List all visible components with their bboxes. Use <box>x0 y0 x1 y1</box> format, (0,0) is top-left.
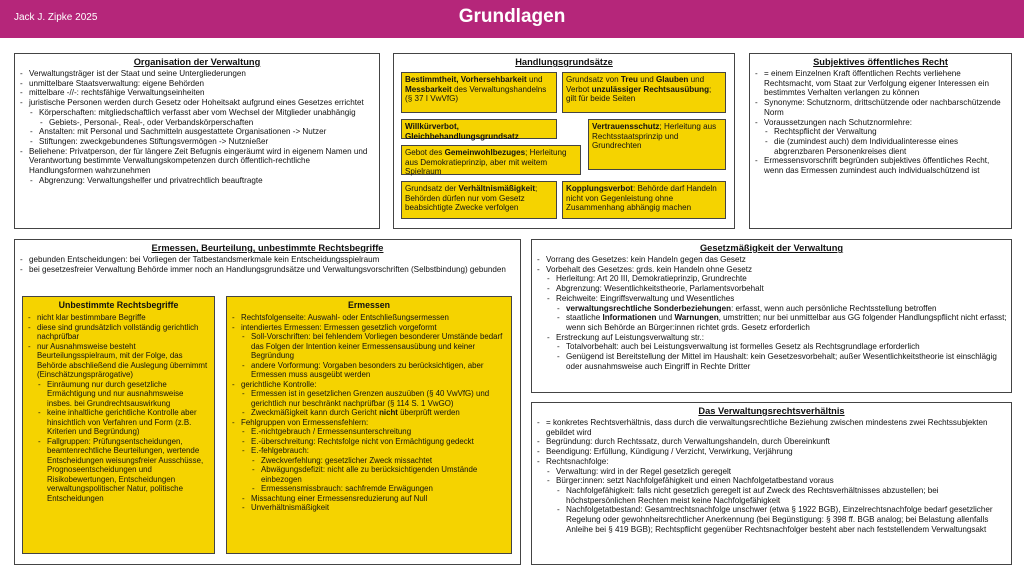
list-item: - nur Ausnahmsweise besteht Beurteilungsspielraum, mit der Folge, das Behörde abschließend die Auslegung übernimmt (Einschätzungsprärogative) <box>27 342 210 380</box>
list-item: - Ermessensmissbrauch: sachfremde Erwägungen <box>231 484 507 494</box>
list-item: - keine inhaltliche gerichtliche Kontrolle aber hinsichtlich von Verfahren und Form (z.B. Kriterien und Begründung) <box>27 408 210 437</box>
subjektiv-list <box>750 69 1011 176</box>
list-item: - Gebiets-, Personal-, Real-, oder Verbandskörperschaften <box>19 118 375 128</box>
list-item: - staatliche Informationen und Warnungen, umstritten; nur bei unmittelbar aus GG folgender Handlungspflicht nicht erfasst; wenn sich Behörde an Bürger:innen richtet grds. Gesetz erforderlich <box>536 313 1007 332</box>
verhaeltnis-list <box>532 418 1011 534</box>
list-item: - Soll-Vorschriften: bei fehlendem Vorliegen besonderer Umstände bedarf das Folgen der Intention keiner Ermessensausübung und keiner Begründung <box>231 332 507 361</box>
list-item: - Verwaltungsträger ist der Staat und seine Untergliederungen <box>19 69 375 79</box>
principle-bestimmtheit: Bestimmtheit, Vorhersehbarkeit und Messbarkeit des Verwaltungshandelns (§ 37 I VwVfG) <box>401 72 557 113</box>
list-item: - Vorbehalt des Gesetzes: grds. kein Handeln ohne Gesetz <box>536 265 1007 275</box>
list-item: - intendiertes Ermessen: Ermessen gesetzlich vorgeformt <box>231 323 507 333</box>
page-title: Grundlagen <box>458 6 566 27</box>
gesetz-list <box>532 255 1011 371</box>
principle-kopplungsverbot: Kopplungsverbot: Behörde darf Handeln nicht von Gegenleistung ohne Zusammenhang abhängig machen <box>562 181 726 219</box>
list-item: - Nachfolgefähigkeit: falls nicht gesetzlich geregelt ist auf Zweck des Rechtsverhältnisses abzustellen; bei höchstpersönlichen Rechten meist keine Nachfolgefähigkeit <box>536 486 1007 505</box>
list-item: - Körperschaften: mitgliedschaftlich verfasst aber vom Wechsel der Mitglieder unabhängig <box>19 108 375 118</box>
unbestimmt-title: Unbestimmte Rechtsbegriffe <box>58 300 179 310</box>
list-item: - Rechtsfolgenseite: Auswahl- oder Entschließungsermessen <box>231 313 507 323</box>
list-item: - nicht klar bestimmbare Begriffe <box>27 313 210 323</box>
list-item: - die (zumindest auch) dem Individualinteresse eines abgrenzbaren Personenkreises dient <box>754 137 1007 156</box>
list-item: - Begründung: durch Rechtssatz, durch Verwaltungshandeln, durch Übereinkunft <box>536 437 1007 447</box>
ermessen-title: Ermessen <box>347 300 391 310</box>
list-item: - Anstalten: mit Personal und Sachmitteln ausgestattete Organisationen -> Nutzer <box>19 127 375 137</box>
principle-gemeinwohl: Gebot des Gemeinwohlbezuges; Herleitung aus Demokratieprinzip, aber mit weitem Spielraum <box>401 145 581 175</box>
list-item: - Voraussetzungen nach Schutznormlehre: <box>754 118 1007 128</box>
list-item: - = einem Einzelnen Kraft öffentlichen Rechts verliehene Rechtsmacht, vom Staat zur Verfolgung eigener Interessen ein bestimmtes Verhalten verlangen zu können <box>754 69 1007 98</box>
list-item: - Zweckverfehlung: gesetzlicher Zweck missachtet <box>231 456 507 466</box>
organisation-list <box>15 69 379 185</box>
list-item: - E.-nichtgebrauch / Ermessensunterschreitung <box>231 427 507 437</box>
list-item: - Ermessen ist in gesetzlichen Grenzen auszuüben (§ 40 VwVfG) und gerichtlich nur beschränkt nachprüfbar (§ 114 S. 1 VwGO) <box>231 389 507 408</box>
ermessen-list <box>227 313 511 513</box>
handlung-title: Handlungsgrundsätze <box>515 57 613 67</box>
list-item: - Synonyme: Schutznorm, drittschützende oder nachbarschützende Norm <box>754 98 1007 117</box>
principle-willkuerverbot: Willkürverbot, Gleichbehandlungsgrundsatz <box>401 119 557 139</box>
list-item: - Reichweite: Eingriffsverwaltung und Wesentliches <box>536 294 1007 304</box>
verhaeltnis-box <box>531 402 1012 565</box>
list-item: - Bürger:innen: setzt Nachfolgefähigkeit und einen Nachfolgetatbestand voraus <box>536 476 1007 486</box>
list-item: - Beendigung: Erfüllung, Kündigung / Verzicht, Verwirkung, Verjährung <box>536 447 1007 457</box>
list-item: - juristische Personen werden durch Gesetz oder Hoheitsakt aufgrund eines Gesetzes errichtet <box>19 98 375 108</box>
ermessen-outer-title: Ermessen, Beurteilung, unbestimmte Rechtsbegriffe <box>151 243 384 253</box>
list-item: - Zweckmäßigkeit kann durch Gericht nicht überprüft werden <box>231 408 507 418</box>
principle-vertrauensschutz: Vertrauensschutz; Herleitung aus Rechtsstaatsprinzip und Grundrechten <box>588 119 726 170</box>
list-item: - gebunden Entscheidungen: bei Vorliegen der Tatbestandsmerkmale kein Entscheidungsspielraum <box>19 255 516 265</box>
gesetz-title: Gesetzmäßigkeit der Verwaltung <box>699 243 844 253</box>
list-item: - andere Vorformung: Vorgaben besonders zu berücksichtigen, aber Ermessen muss ausgeübt werden <box>231 361 507 380</box>
list-item: - Verwaltung: wird in der Regel gesetzlich geregelt <box>536 467 1007 477</box>
list-item: - diese sind grundsätzlich vollständig gerichtlich nachprüfbar <box>27 323 210 342</box>
list-item: - Einräumung nur durch gesetzliche Ermächtigung und nur ausnahmsweise insbes. bei Grundrechtsauswirkung <box>27 380 210 409</box>
gesetz-box <box>531 239 1012 393</box>
list-item: - = konkretes Rechtsverhältnis, dass durch die verwaltungsrechtliche Beziehung zwischen mindestens zwei Rechtssubjekten gebildet wird <box>536 418 1007 437</box>
unbestimmt-box <box>22 296 215 554</box>
list-item: - Unverhältnismäßigkeit <box>231 503 507 513</box>
subjektiv-title: Subjektives öffentliches Recht <box>813 57 948 67</box>
ermessen-box <box>226 296 512 554</box>
list-item: - Ermessensvorschrift begründen subjektives öffentliches Recht, wenn das Ermessen zumindest auch individualschützend ist <box>754 156 1007 175</box>
list-item: - Stiftungen: zweckgebundenes Stiftungsvermögen -> Nutznießer <box>19 137 375 147</box>
author-label: Jack J. Zipke 2025 <box>14 12 98 23</box>
list-item: - Abgrenzung: Wesentlichkeitstheorie, Parlamentsvorbehalt <box>536 284 1007 294</box>
principle-verhaeltnismaessigkeit: Grundsatz der Verhältnismäßigkeit; Behörden dürfen nur vom Gesetz beabsichtigte Zwecke verfolgen <box>401 181 557 219</box>
list-item: - Herleitung: Art 20 III, Demokratieprinzip, Grundrechte <box>536 274 1007 284</box>
list-item: - E.-fehlgebrauch: <box>231 446 507 456</box>
list-item: - Totalvorbehalt: auch bei Leistungsverwaltung ist formelles Gesetz als Rechtsgrundlage erforderlich <box>536 342 1007 352</box>
list-item: - E.-überschreitung: Rechtsfolge nicht von Ermächtigung gedeckt <box>231 437 507 447</box>
ermessen-outer-list <box>15 255 520 274</box>
list-item: - unmittelbare Staatsverwaltung: eigene Behörden <box>19 79 375 89</box>
list-item: - Erstreckung auf Leistungsverwaltung str.: <box>536 333 1007 343</box>
principle-treu-glauben: Grundsatz von Treu und Glauben und Verbot unzulässiger Rechtsausübung; gilt für beide Seiten <box>562 72 726 113</box>
list-item: - Nachfolgetatbestand: Gesamtrechtsnachfolge unschwer (etwa § 1922 BGB), Einzelrechtsnachfolge bedarf gesetzlicher Regelung oder gewohnheitsrechtlicher Anerkennung (bei Begünstigung: § 398 ff. BGB analog; bei Belastung allenfalls Anleihe bei § 419 BGB); Rechtspflicht gegenüber Rechtsnachfolger besteht aber nach feststellendem Verwaltungsakt <box>536 505 1007 534</box>
list-item: - verwaltungsrechtliche Sonderbeziehungen: erfasst, wenn auch persönliche Rechtsstellung betroffen <box>536 304 1007 314</box>
list-item: - mittelbare -//-: rechtsfähige Verwaltungseinheiten <box>19 88 375 98</box>
unbestimmt-list <box>23 313 214 503</box>
list-item: - Vorrang des Gesetzes: kein Handeln gegen das Gesetz <box>536 255 1007 265</box>
list-item: - Fehlgruppen von Ermessensfehlern: <box>231 418 507 428</box>
subjektiv-box <box>749 53 1012 229</box>
list-item: - gerichtliche Kontrolle: <box>231 380 507 390</box>
list-item: - Missachtung einer Ermessensreduzierung auf Null <box>231 494 507 504</box>
list-item: - Genügend ist Bereitstellung der Mittel im Haushalt: kein Gesetzesvorbehalt; außer Wesentlichkeitstheorie ist einschlägig oder ausnahmsweise auch Eingriff in Rechte Dritter <box>536 352 1007 371</box>
header-bar <box>0 0 1024 38</box>
list-item: - bei gesetzesfreier Verwaltung Behörde immer noch an Handlungsgrundsätze und Verwaltungsvorschriften (Selbstbindung) gebunden <box>19 265 516 275</box>
list-item: - Rechtsnachfolge: <box>536 457 1007 467</box>
organisation-title: Organisation der Verwaltung <box>133 57 261 67</box>
list-item: - Beliehene: Privatperson, der für längere Zeit Befugnis eingeräumt wird in eigenem Namen und Verantwortung bestimmte Verwaltungskompetenzen durch öffentlich-rechtliche Handlungsformen wahrzunehmen <box>19 147 375 176</box>
list-item: - Abgrenzung: Verwaltungshelfer und privatrechtlich beauftragte <box>19 176 375 186</box>
list-item: - Fallgruppen: Prüfungsentscheidungen, beamtenrechtliche Beurteilungen, wertende Entscheidungen weisungsfreier Ausschüsse, Prognoseentscheidungen und Risikobewertungen, Entscheidungen verwaltungspolitischer Natur, politische Entscheidungen <box>27 437 210 504</box>
list-item: - Abwägungsdefizit: nicht alle zu berücksichtigenden Umstände einbezogen <box>231 465 507 484</box>
verhaeltnis-title: Das Verwaltungsrechtsverhältnis <box>698 406 845 416</box>
organisation-box <box>14 53 380 229</box>
list-item: - Rechtspflicht der Verwaltung <box>754 127 1007 137</box>
